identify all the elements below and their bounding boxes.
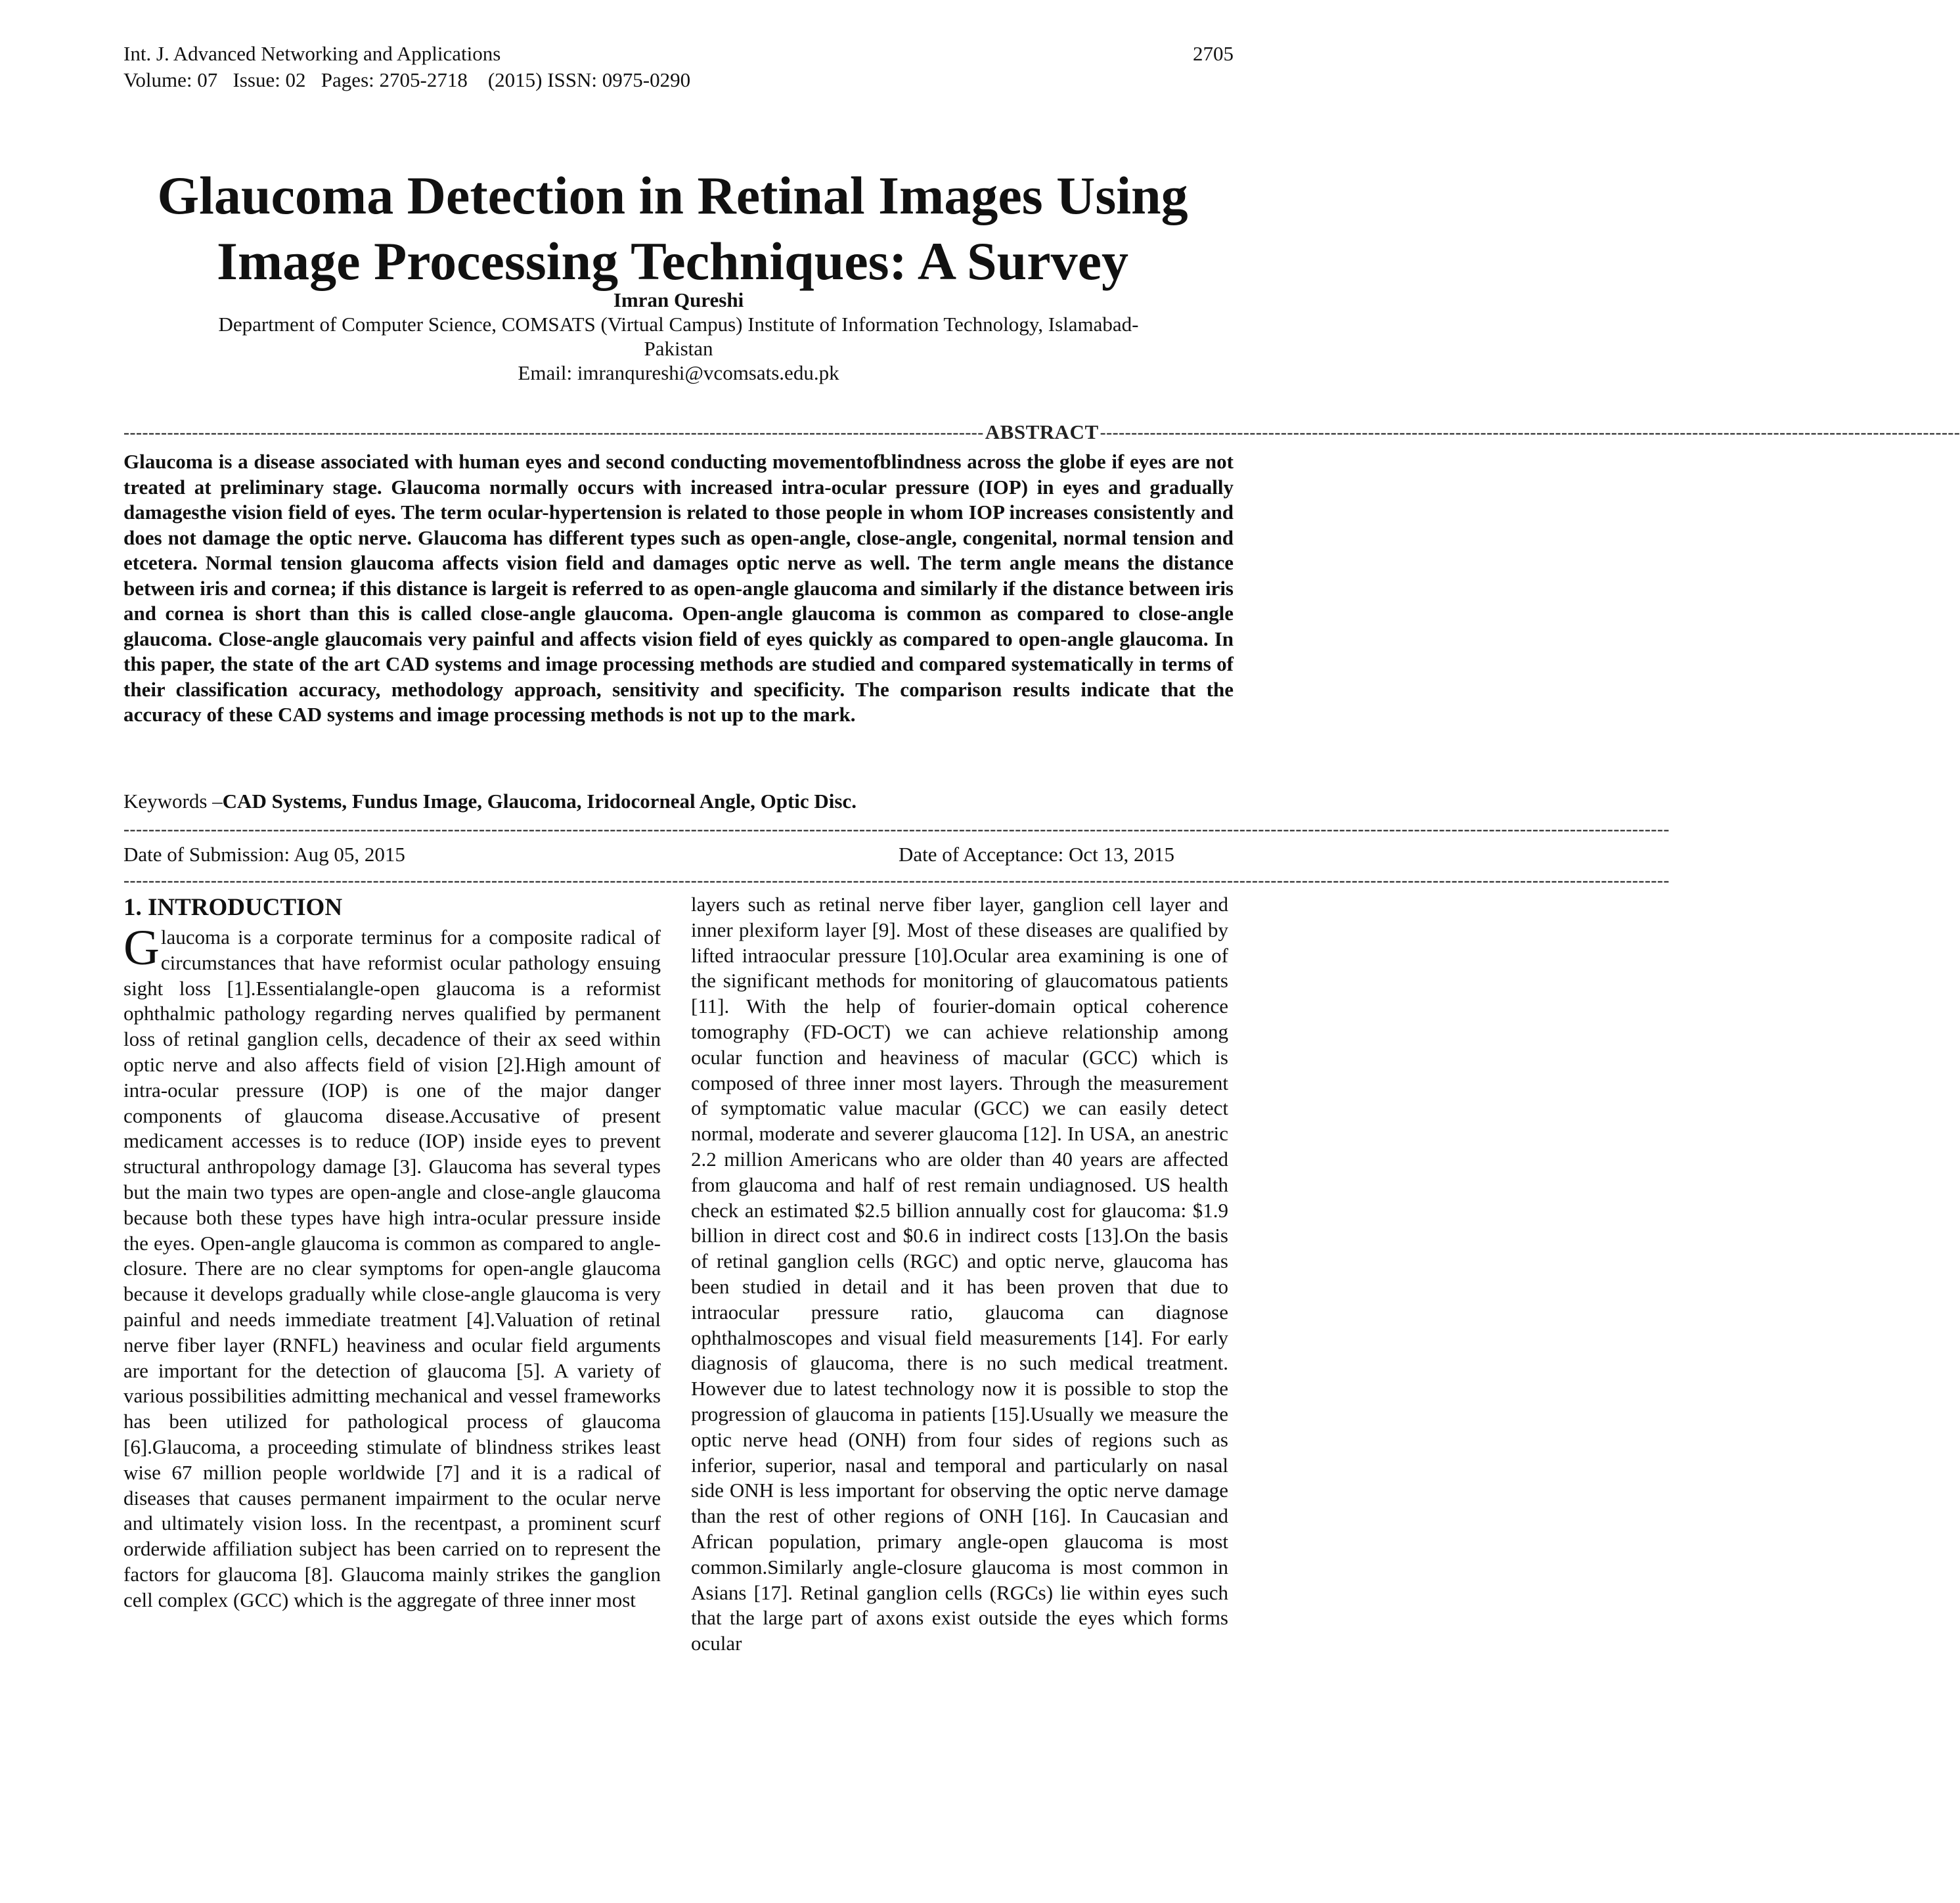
right-column bbox=[691, 892, 1228, 1657]
keywords bbox=[123, 788, 1234, 815]
page-number: 2705 bbox=[1193, 42, 1234, 65]
left-column bbox=[123, 892, 661, 1613]
author-email: Email: imranqureshi@vcomsats.edu.pk bbox=[518, 361, 839, 384]
submission-date: Date of Submission: Aug 05, 2015 bbox=[123, 843, 405, 866]
title-line-1: Glaucoma Detection in Retinal Images Using bbox=[157, 166, 1188, 225]
title-line-2: Image Processing Techniques: A Survey bbox=[216, 231, 1129, 291]
author-block bbox=[123, 288, 1234, 385]
dates-row bbox=[123, 841, 1174, 868]
intro-right-text: layers such as retinal nerve fiber layer, ganglion cell layer and inner plexiform layer [9]. Most of these diseases are qualified by lifted intraocular pressure [10].Ocular area examining is one of the significant methods for monitoring of glaucomatous patients [11]. With the help of fourier-domain optical coherence tomography (FD-OCT) we can achieve relationship among ocular function and heaviness of macular (GCC) which is composed of three inner most layers. Through the measurement of symptomatic value macular (GCC) we can easily detect normal, moderate and severer glaucoma [12]. In USA, an anestric 2.2 million Americans who are older than 40 years are affected from glaucoma and half of rest remain undiagnosed. US health check an estimated $2.5 billion annually cost for glaucoma: $1.9 billion in direct cost and $0.6 in indirect costs [13].On the basis of retinal ganglion cells (RGC) and optic nerve, glaucoma has been studied in detail and it has been proven that due to intraocular pressure ratio, glaucoma can diagnose ophthalmoscopes and visual field measurements [14]. For early diagnosis of glaucoma, there is no such medical treatment. However due to latest technology now it is possible to stop the progression of glaucoma in patients [15].Usually we measure the optic nerve head (ONH) from four sides of regions such as inferior, superior, nasal and temporal and particularly on nasal side ONH is less important for observing the optic nerve damage than the rest of other regions of ONH [16]. In Caucasian and African population, primary angle-open glaucoma is most common.Similarly angle-closure glaucoma is most common in Asians [17]. Retinal ganglion cells (RGCs) lie within eyes such that the large part of axons exist outside the eyes which forms ocular bbox=[691, 893, 1228, 1655]
separator-dashes-left: ------------------------------------------------------------------------------------------------------------------------------------------ bbox=[123, 422, 984, 442]
intro-left-text: laucoma is a corporate terminus for a composite radical of circumstances that have reformist ocular pathology ensuing sight loss [1].Essentialangle-open glaucoma is a reformist ophthalmic pathology regarding nerves qualified by permanent loss of retinal ganglion cells, decadence of their ax seed within optic nerve and also affects field of vision [2].High amount of intra-ocular pressure (IOP) is one of the major danger components of glaucoma disease.Accusative of present medicament accesses is to reduce (IOP) inside eyes to prevent structural anthropology damage [3]. Glaucoma has several types but the main two types are open-angle and close-angle glaucoma because both these types have high intra-ocular pressure inside the eyes. Open-angle glaucoma is common as compared to angle-closure. There are no clear symptoms for open-angle glaucoma because it develops gradually while close-angle glaucoma is very painful and needs immediate treatment [4].Valuation of retinal nerve fiber layer (RNFL) heaviness and ocular field arguments are important for the detection of glaucoma [5]. A variety of various possibilities admitting mechanical and vessel frameworks has been utilized for pathological process of glaucoma [6].Glaucoma, a proceeding stimulate of blindness strikes least wise 67 million people worldwide [7] and it is a radical of diseases that causes permanent impairment to the ocular nerve and ultimately vision loss. In the recentpast, a prominent scurf orderwide affiliation subject has been carried on to represent the factors for glaucoma [8]. Glaucoma mainly strikes the ganglion cell complex (GCC) which is the aggregate of three inner most bbox=[123, 926, 661, 1611]
keywords-terms: CAD Systems, Fundus Image, Glaucoma, Iridocorneal Angle, Optic Disc. bbox=[222, 790, 857, 813]
author-name: Imran Qureshi bbox=[613, 288, 744, 311]
separator-line: -------------------------------------------------------------------------------------------------------------------------------------------------------------------------------------------------------------------------------------------------------- bbox=[123, 819, 1670, 839]
abstract-label: ABSTRACT bbox=[985, 420, 1099, 443]
paper-title bbox=[105, 163, 1240, 294]
volume-info: Volume: 07 Issue: 02 Pages: 2705-2718 (2015) ISSN: 0975-0290 bbox=[123, 68, 691, 91]
separator-dashes-right: ------------------------------------------------------------------------------------------------------------------------------------------ bbox=[1100, 422, 1960, 442]
section-heading-introduction: 1. INTRODUCTION bbox=[123, 894, 343, 921]
journal-name: Int. J. Advanced Networking and Applications bbox=[123, 42, 501, 65]
abstract-separator bbox=[123, 420, 1960, 443]
author-affiliation-line-1: Department of Computer Science, COMSATS (Virtual Campus) Institute of Information Technology, Islamabad- bbox=[218, 313, 1139, 336]
acceptance-date: Date of Acceptance: Oct 13, 2015 bbox=[898, 843, 1174, 866]
intro-paragraph-left bbox=[123, 920, 661, 1613]
drop-cap: G bbox=[123, 920, 160, 975]
separator-line: -------------------------------------------------------------------------------------------------------------------------------------------------------------------------------------------------------------------------------------------------------- bbox=[123, 870, 1670, 890]
author-affiliation-line-2: Pakistan bbox=[644, 337, 713, 360]
running-head bbox=[123, 41, 1234, 93]
keywords-label: Keywords – bbox=[123, 790, 223, 813]
abstract-text: Glaucoma is a disease associated with human eyes and second conducting movementofblindness across the globe if eyes are not treated at preliminary stage. Glaucoma normally occurs with increased intra-ocular pressure (IOP) in eyes and gradually damagesthe vision field of eyes. The term ocular-hypertension is related to those people in whom IOP increases consistently and does not damage the optic nerve. Glaucoma has different types such as open-angle, close-angle, congenital, normal tension and etcetera. Normal tension glaucoma affects vision field and damages optic nerve as well. The term angle means the distance between iris and cornea; if this distance is largeit is referred to as open-angle glaucoma and similarly if the distance between iris and cornea is short than this is called close-angle glaucoma. Open-angle glaucoma is common as compared to close-angle glaucoma. Close-angle glaucomais very painful and affects vision field of eyes quickly as compared to open-angle glaucoma. In this paper, the state of the art CAD systems and image processing methods are studied and compared systematically in terms of their classification accuracy, methodology approach, sensitivity and specificity. The comparison results indicate that the accuracy of these CAD systems and image processing methods is not up to the mark. bbox=[123, 450, 1234, 726]
